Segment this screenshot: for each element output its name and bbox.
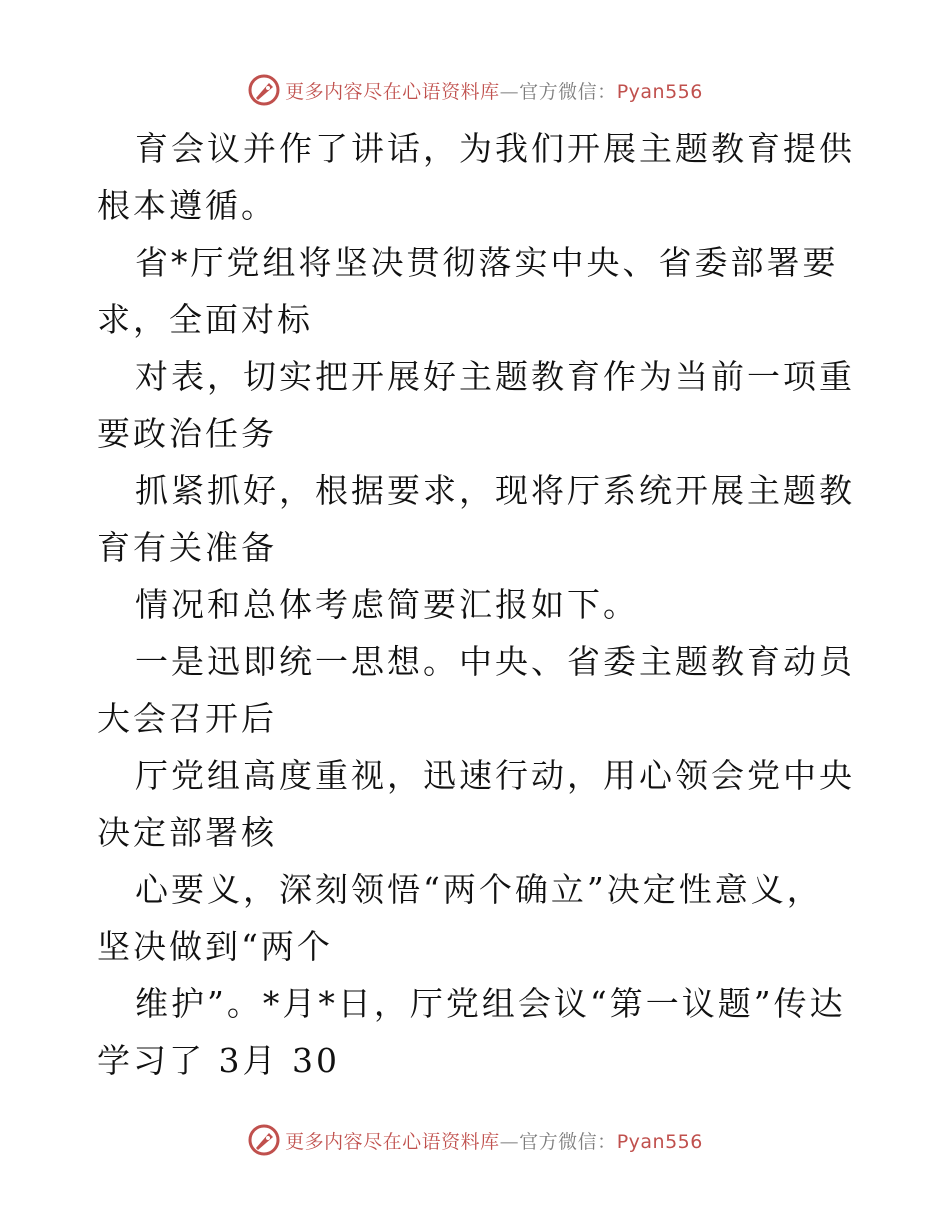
banner-dash: — [499,1130,520,1153]
paragraph: 情况和总体考虑简要汇报如下。 [135,585,639,624]
document-body [97,120,857,1089]
banner-wechat-id: Pyan556 [616,1130,703,1153]
banner-dash: — [499,80,520,103]
banner-brand-text: 更多内容尽在心语资料库 [285,80,500,103]
paragraph: 对表，切实把开展好主题教育作为当前一项重要政治任务 [97,357,855,453]
banner-wechat-label: 官方微信： [519,1130,617,1153]
paragraph: 抓紧抓好，根据要求，现将厅系统开展主题教育有关准备 [97,471,855,567]
header-banner [0,70,950,110]
banner-wechat-label: 官方微信： [519,80,617,103]
banner-wechat-id: Pyan556 [616,80,703,103]
pen-nib-circle-icon [247,73,281,107]
footer-banner [0,1120,950,1160]
banner-brand-text: 更多内容尽在心语资料库 [285,1130,500,1153]
paragraph: 省*厅党组将坚决贯彻落实中央、省委部署要求，全面对标 [97,243,839,339]
paragraph: 心要义，深刻领悟“两个确立”决定性意义，坚决做到“两个 [97,870,823,966]
paragraph: 一是迅即统一思想。中央、省委主题教育动员大会召开后 [97,642,855,738]
paragraph: 育会议并作了讲话，为我们开展主题教育提供根本遵循。 [97,129,855,225]
pen-nib-circle-icon [247,1123,281,1157]
paragraph: 维护”。*月*日，厅党组会议“第一议题”传达学习了 3月 30 [97,984,846,1080]
paragraph: 厅党组高度重视，迅速行动，用心领会党中央决定部署核 [97,756,855,852]
